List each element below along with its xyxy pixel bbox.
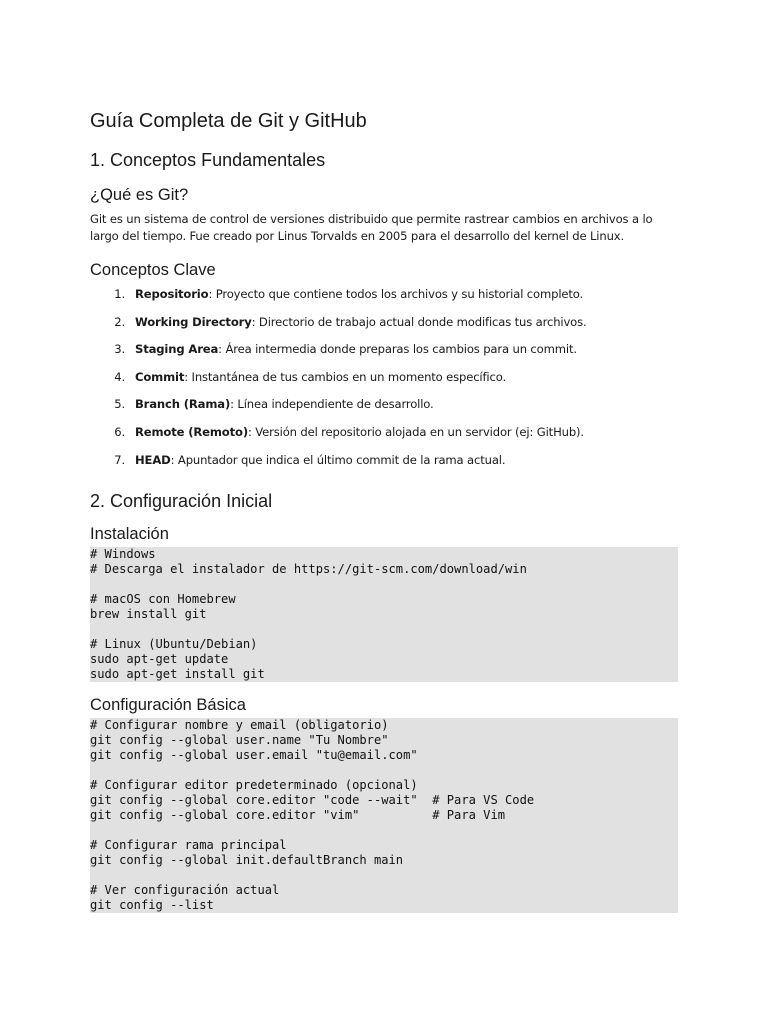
list-item-number: 3.: [114, 342, 125, 357]
subheading-basic-config: Configuración Básica: [90, 696, 246, 715]
list-item: [90, 424, 678, 452]
list-item-number: 7.: [114, 452, 125, 467]
list-item-text: [135, 286, 583, 314]
concept-description: : Instantánea de tus cambios en un momento específico.: [184, 369, 506, 384]
concept-term: Commit: [135, 369, 185, 384]
list-item-text: [135, 369, 506, 397]
subheading-key-concepts: Conceptos Clave: [90, 261, 216, 279]
list-item-text: [135, 452, 505, 480]
subheading-what-is-git: ¿Qué es Git?: [90, 186, 189, 204]
key-concepts-list: [90, 286, 678, 479]
list-item-text: [135, 341, 577, 369]
section-heading-fundamentals: 1. Conceptos Fundamentales: [90, 150, 326, 170]
concept-term: Repositorio: [135, 287, 209, 301]
basic-config-code-block: # Configurar nombre y email (obligatorio) git config --global user.name "Tu Nombre" git config --global user.email "tu@email.com" # Configurar editor predeterminado (opcional) git config --global core.editor "code --wait" # Para VS Code git config --global core.editor "vim" # Para Vim # Configurar rama principal git config --global init.defaultBranch main # Ver configuración actual git config --list: [90, 718, 678, 913]
subheading-installation: Instalación: [90, 525, 169, 544]
list-item-number: 6.: [114, 424, 125, 439]
concept-description: : Directorio de trabajo actual donde modificas tus archivos.: [251, 314, 587, 329]
concept-description: : Línea independiente de desarrollo.: [230, 397, 434, 412]
list-item: [90, 452, 678, 480]
list-item: [90, 314, 678, 342]
list-item-number: 1.: [114, 287, 125, 301]
concept-description: : Proyecto que contiene todos los archivos y su historial completo.: [208, 287, 584, 301]
document-page: [90, 108, 678, 927]
concept-description: : Área intermedia donde preparas los cambios para un commit.: [218, 342, 577, 357]
list-item: [90, 341, 678, 369]
concept-term: HEAD: [135, 452, 171, 467]
section-heading-setup: 2. Configuración Inicial: [90, 491, 273, 512]
list-item-number: 4.: [114, 369, 125, 384]
list-item: [90, 369, 678, 397]
concept-term: Branch (Rama): [135, 397, 231, 412]
list-item-text: [135, 424, 584, 452]
list-item: [90, 286, 678, 314]
concept-term: Working Directory: [135, 314, 252, 329]
concept-description: : Apuntador que indica el último commit de la rama actual.: [170, 452, 506, 467]
list-item: [90, 396, 678, 424]
what-is-git-paragraph: Git es un sistema de control de versiones distribuido que permite rastrear cambios en archivos a lo largo del tiempo. Fue creado por Linus Torvalds en 2005 para el desarrollo del kernel de Linux.: [90, 212, 653, 243]
list-item-number: 2.: [114, 314, 125, 329]
document-title: Guía Completa de Git y GitHub: [90, 110, 367, 132]
concept-term: Remote (Remoto): [135, 424, 248, 439]
list-item-number: 5.: [114, 397, 125, 412]
list-item-text: [135, 396, 434, 424]
concept-term: Staging Area: [135, 342, 219, 357]
list-item-text: [135, 314, 587, 342]
concept-description: : Versión del repositorio alojada en un servidor (ej: GitHub).: [247, 424, 584, 439]
installation-code-block: # Windows # Descarga el instalador de https://git-scm.com/download/win # macOS con Homebrew brew install git # Linux (Ubuntu/Debian) sudo apt-get update sudo apt-get install git: [90, 547, 678, 682]
